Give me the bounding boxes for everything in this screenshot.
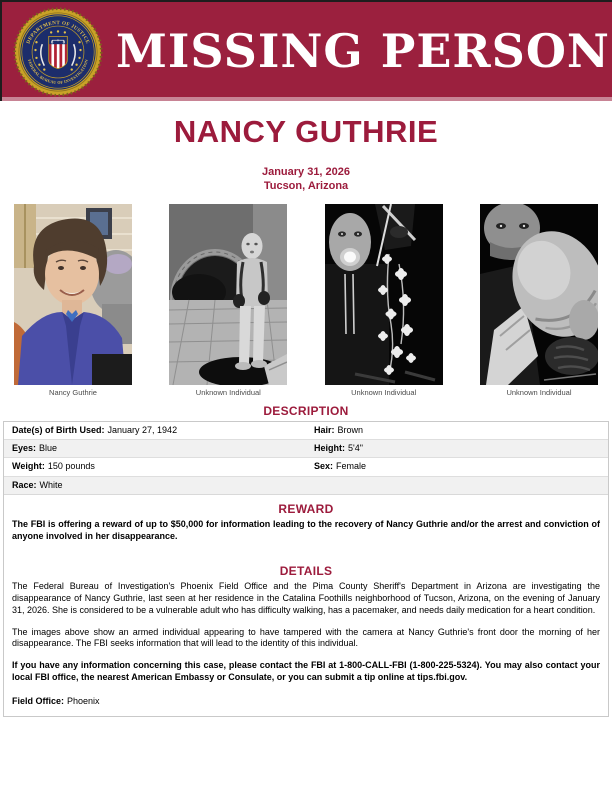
photo-caption: Unknown Individual: [506, 387, 572, 397]
details-paragraph-1: The Federal Bureau of Investigation's Phoenix Field Office and the Pima County Sheriff's Department in Arizona are investigating the disappearance of Nancy Guthrie, last seen at her residence in the Catalina Foothills neighborhood of Tucson, Arizona, on the evening of January 31, 2026. She is considered to be a vulnerable adult who has difficulty walking, has a pacemaker, and needs daily medication for a heart condition.: [12, 581, 600, 615]
table-row: [4, 440, 608, 458]
hair-label: Hair:: [314, 424, 335, 435]
reward-text: The FBI is offering a reward of up to $50,000 for information leading to the recovery of Nancy Guthrie and/or the arrest and conviction of anyone involved in her disappearance.: [12, 519, 600, 541]
title-block: [0, 114, 612, 194]
fbi-seal-icon: [13, 7, 103, 97]
field-office-label: Field Office:: [12, 696, 65, 707]
incident-date: January 31, 2026: [261, 166, 351, 178]
height-cell: [306, 444, 608, 454]
photo-unknown-individual-2: [325, 204, 443, 397]
seal-bottom-text: FEDERAL BUREAU OF INVESTIGATION: [26, 58, 90, 85]
sex-label: Sex:: [314, 461, 334, 472]
photo-unknown-individual-1: [169, 204, 287, 397]
poster-banner: [0, 0, 612, 101]
height-label: Height:: [314, 442, 345, 453]
weight-value: 150 pounds: [47, 461, 95, 472]
race-cell: [4, 481, 306, 491]
banner-title: MISSING PERSON: [116, 23, 610, 78]
dob-value: January 27, 1942: [107, 424, 178, 435]
hair-cell: [306, 426, 608, 436]
photo-row: [0, 204, 612, 397]
hair-value: Brown: [337, 424, 364, 435]
details-paragraph-2: The images above show an armed individual appearing to have tampered with the camera at Nancy Guthrie's front door the morning of her disappearance. The FBI seeks information that will lead to the identity of this individual.: [12, 626, 600, 649]
weight-label: Weight:: [12, 461, 45, 472]
table-row: [4, 458, 608, 476]
photo-caption: Nancy Guthrie: [49, 387, 97, 397]
seal-shield: [49, 36, 68, 69]
eyes-label: Eyes:: [12, 442, 37, 453]
details-heading: DETAILS: [279, 564, 333, 579]
height-value: 5'4": [348, 442, 363, 453]
description-heading: DESCRIPTION: [263, 403, 349, 418]
field-office-value: Phoenix: [67, 696, 100, 707]
weight-cell: [4, 462, 306, 472]
unknown-individual-photo-image-2: [325, 204, 443, 385]
unknown-individual-photo-image-3: [480, 204, 598, 385]
reward-heading: REWARD: [278, 502, 334, 517]
field-office-line: [4, 693, 608, 716]
table-row: [4, 477, 608, 494]
photo-unknown-individual-3: [480, 204, 598, 397]
table-row: [4, 422, 608, 440]
sex-value: Female: [336, 461, 367, 472]
description-table: [4, 422, 608, 496]
empty-cell: [306, 481, 608, 491]
contact-paragraph: If you have any information concerning this case, please contact the FBI at 1-800-CALL-FBI (1-800-225-5324). You may also contact your local FBI office, the nearest American Embassy or Consulate, or you can submit a tip online at tips.fbi.gov.: [12, 659, 600, 682]
photo-nancy-guthrie: [14, 204, 132, 397]
eyes-value: Blue: [39, 442, 58, 453]
eyes-cell: [4, 444, 306, 454]
seal-top-text: DEPARTMENT OF JUSTICE: [25, 20, 91, 45]
race-label: Race:: [12, 479, 37, 490]
incident-location: Tucson, Arizona: [263, 179, 349, 192]
sex-cell: [306, 462, 608, 472]
photo-caption: Unknown Individual: [195, 387, 261, 397]
info-box: [3, 421, 609, 718]
nancy-guthrie-photo-image: [14, 204, 132, 385]
person-name: NANCY GUTHRIE: [173, 114, 439, 149]
dob-cell: [4, 426, 306, 436]
photo-caption: Unknown Individual: [351, 387, 417, 397]
unknown-individual-photo-image-1: [169, 204, 287, 385]
race-value: White: [39, 479, 63, 490]
dob-label: Date(s) of Birth Used:: [12, 424, 105, 435]
